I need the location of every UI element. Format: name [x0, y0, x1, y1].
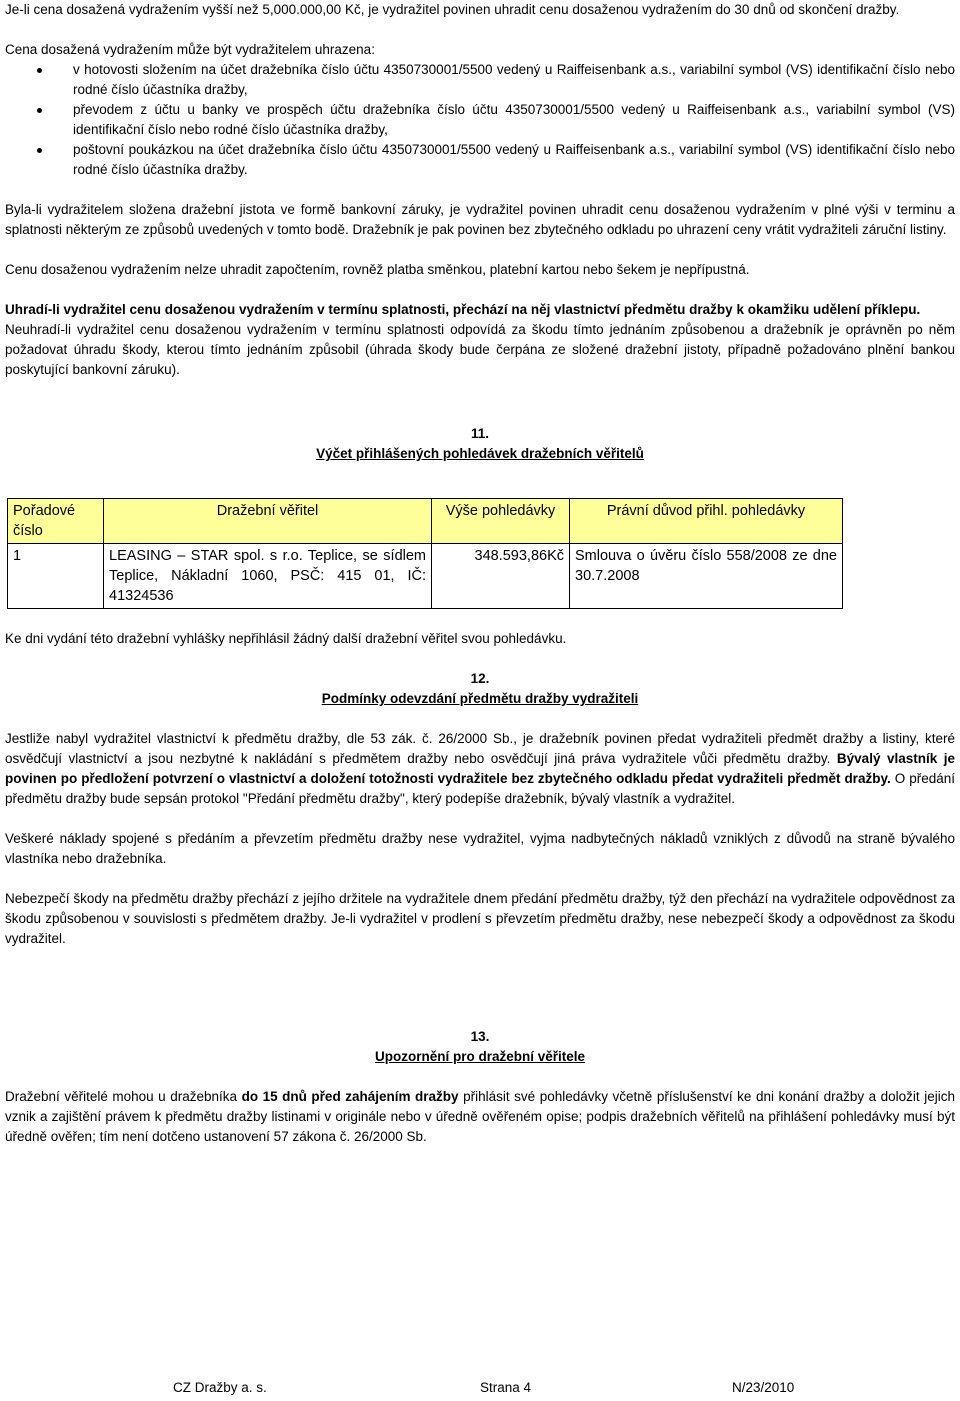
table-cell: 348.593,86Kč	[432, 544, 570, 609]
list-item: v hotovosti složením na účet dražebníka číslo účtu 4350730001/5500 vedený u Raiffeisenbank a.s., variabilní symbol (VS) identifikační číslo nebo rodné číslo účastníka dražby,	[5, 60, 955, 100]
column-header: Pořadové číslo	[8, 499, 104, 544]
claims-table	[7, 498, 843, 609]
bank-guarantee-paragraph	[5, 200, 955, 240]
list-item: poštovní poukázkou na účet dražebníka číslo účtu 4350730001/5500 vedený u Raiffeisenbank a.s., variabilní symbol (VS) identifikační číslo nebo rodné číslo účastníka dražby.	[5, 140, 955, 180]
document-page	[5, 0, 955, 1147]
no-other-claims-note: Ke dni vydání této dražební vyhlášky nepřihlásil žádný další dražební věřitel svou pohledávku.	[5, 631, 567, 646]
table-cell: 1	[8, 544, 104, 609]
bank-guarantee-return-text: Dražebník je pak povinen bez zbytečného odkladu po uhrazení ceny vrátit vydražiteli záruční listiny.	[352, 222, 947, 237]
handover-paragraph	[5, 729, 955, 809]
creditor-notice-lead: Dražební věřitelé mohou u dražebníka	[5, 1089, 238, 1104]
section-title: Výčet přihlášených pohledávek dražebních věřitelů	[316, 446, 644, 461]
table-row	[8, 544, 843, 609]
handover-protocol-text: O předání předmětu dražby bude sepsán protokol "Předání předmětu dražby", který podepíše dražebník, bývalý vlastník a vydražitel.	[5, 771, 955, 806]
damage-risk-paragraph: Nebezpečí škody na předmětu dražby přechází z jejího držitele na vydražitele dnem předání předmětu dražby, týž den přechází na vydražitele odpovědnost za škodu způsobenou v souvislosti s předmětem dražby. Je-li vydražitel v prodlení s převzetím předmětu dražby, nese nebezpečí škody a odpovědnost za škodu vydražitel.	[5, 891, 955, 946]
section-title: Upozornění pro dražební věřitele	[374, 1049, 586, 1064]
section-11-heading	[5, 424, 955, 464]
page-footer	[0, 1378, 960, 1398]
section-13-heading	[5, 1027, 955, 1067]
section-title: Podmínky odevzdání předmětu dražby vydražiteli	[321, 691, 639, 706]
handover-costs-paragraph: Veškeré náklady spojené s předáním a převzetím předmětu dražby nese vydražitel, vyjma nadbytečných nákladů vzniklých z důvodů na straně bývalého vlastníka nebo dražebníka.	[5, 831, 955, 866]
table-cell: Smlouva o úvěru číslo 558/2008 ze dne 30.7.2008	[570, 544, 843, 609]
table-header-row	[8, 499, 843, 544]
column-header: Právní důvod přihl. pohledávky	[570, 499, 843, 544]
creditor-notice-paragraph	[5, 1087, 955, 1147]
creditor-notice-rest: přihlásit své pohledávky včetně příslušenství ke dni konání dražby a doložit jejich vznik a zajištění právem k předmětu dražby listinami v originále nebo v úředně ověřeném opise; podpis dražebních věřitelů na přihlášení pohledávky musí být úředně ověřen; tím není dotčeno ustanovení 57 zákona č. 26/2000 Sb.	[5, 1089, 955, 1144]
list-item: převodem z účtu u banky ve prospěch účtu dražebníka číslo účtu 4350730001/5500 vedený u Raiffeisenbank a.s., variabilní symbol (VS) identifikační číslo nebo rodné číslo účastníka dražby,	[5, 100, 955, 140]
former-owner-duty-text: Bývalý vlastník je povinen po předložení potvrzení o vlastnictví a doložení totožnosti vydražitele bez zbytečného odkladu předat vydražiteli předmět dražby.	[5, 751, 955, 786]
ownership-transfer-paragraph: Uhradí-li vydražitel cenu dosaženou vydražením v termínu splatnosti, přechází na něj vlastnictví předmětu dražby k okamžiku udělení příklepu.	[5, 302, 921, 317]
section-number: 13.	[470, 1029, 490, 1044]
column-header: Výše pohledávky	[432, 499, 570, 544]
footer-company: CZ Dražby a. s.	[173, 1380, 267, 1395]
creditor-deadline-text: do 15 dnů před zahájením dražby	[241, 1089, 459, 1104]
column-header: Dražební věřitel	[104, 499, 432, 544]
footer-reference: N/23/2010	[732, 1380, 795, 1395]
section-number: 11.	[470, 426, 490, 441]
section-number: 12.	[470, 671, 490, 686]
footer-page-number: Strana 4	[480, 1380, 532, 1395]
table-cell: LEASING – STAR spol. s r.o. Teplice, se sídlem Teplice, Nákladní 1060, PSČ: 415 01, IČ: 41324536	[104, 544, 432, 609]
payment-methods-list	[5, 60, 955, 180]
bank-guarantee-text: Byla-li vydražitelem složena dražební jistota ve formě bankovní záruky, je vydražitel povinen uhradit cenu dosaženou vydražením v plné výši v terminu a splatnosti některým ze způsobů uvedených v tomto bodě.	[5, 202, 955, 237]
section-12-heading	[5, 669, 955, 709]
payment-restriction-paragraph: Cenu dosaženou vydražením nelze uhradit započtením, rovněž platba směnkou, platební kartou nebo šekem je nepřípustná.	[5, 262, 750, 277]
intro-paragraph-1: Je-li cena dosažená vydražením vyšší než 5,000.000,00 Kč, je vydražitel povinen uhradit cenu dosaženou vydražením do 30 dnů od skončení dražby.	[5, 2, 900, 17]
non-payment-paragraph: Neuhradí-li vydražitel cenu dosaženou vydražením v termínu splatnosti odpovídá za škodu tímto jednáním způsobenou a dražebník je oprávněn po něm požadovat úhradu škody, kterou tímto jednáním způsobil (úhrada škody bude čerpána ze složené dražební jistoty, případně požadováno plnění bankou poskytující bankovní záruku).	[5, 322, 955, 377]
intro-payment-lead: Cena dosažená vydražením může být vydražitelem uhrazena:	[5, 42, 375, 57]
handover-text: Jestliže nabyl vydražitel vlastnictví k předmětu dražby, dle 53 zák. č. 26/2000 Sb., je dražebník povinen předat vydražiteli předmět dražby a listiny, které osvědčují vlastnictví a jsou nezbytné k nakládání s předmětem dražby nebo osvědčují jiná práva vydražitele vůči předmětu dražby.	[5, 731, 955, 766]
